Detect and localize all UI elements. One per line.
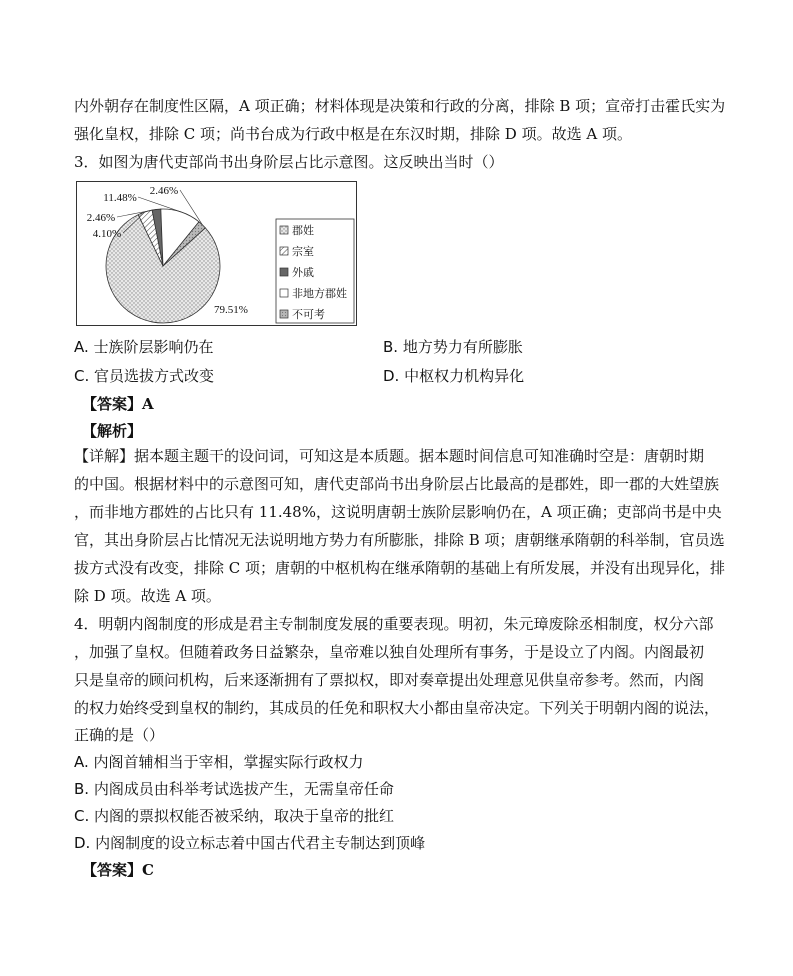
legend-swatch: [280, 226, 288, 234]
text-line: 正确的是（）: [74, 726, 165, 744]
question-3-stem: 3．如图为唐代吏部尚书出身阶层占比示意图。这反映出当时（）: [74, 153, 504, 171]
option-b[interactable]: B. 地方势力有所膨胀: [383, 338, 523, 356]
answer-label: 【答案】A: [82, 395, 154, 413]
legend-label: 郡姓: [292, 224, 314, 237]
legend-label: 非地方郡姓: [292, 287, 347, 300]
option-d[interactable]: D. 内阁制度的设立标志着中国古代君主专制达到顶峰: [74, 834, 426, 852]
text-line: 只是皇帝的顾问机构，后来逐渐拥有了票拟权，即对奏章提出处理意见供皇帝参考。然而，内阁: [74, 671, 705, 689]
legend-label: 外戚: [292, 266, 314, 279]
legend-swatch: [280, 247, 288, 255]
text-line: 【详解】据本题主题干的设问词，可知这是本质题。据本题时间信息可知准确时空是：唐朝时期: [74, 447, 705, 465]
option-b[interactable]: B. 内阁成员由科举考试选拔产生，无需皇帝任命: [74, 780, 394, 798]
slice-label: 79.51%: [214, 304, 248, 316]
text-line: 拔方式没有改变，排除 C 项；唐朝的中枢机构在继承隋朝的基础上有所发展，并没有出现异化，排: [74, 559, 726, 577]
text-line: 4．明朝内阁制度的形成是君主专制制度发展的重要表现。明初，朱元璋废除丞相制度，权分六部: [74, 615, 714, 633]
text-line: 官，其出身阶层占比情况无法说明地方势力有所膨胀，排除 B 项；唐朝继承隋朝的科举制，官员选: [74, 531, 725, 549]
pie-chart-svg: [77, 182, 358, 327]
slice-label: 2.46%: [149, 185, 179, 197]
option-d[interactable]: D. 中枢权力机构异化: [383, 367, 525, 385]
legend-label: 不可考: [292, 308, 325, 321]
answer-label: 【答案】C: [82, 861, 154, 879]
pie-chart: [76, 181, 357, 326]
analysis-label: 【解析】: [82, 422, 143, 440]
slice-label: 2.46%: [86, 212, 116, 224]
slice-label: 11.48%: [103, 192, 137, 204]
option-a[interactable]: A. 内阁首辅相当于宰相，掌握实际行政权力: [74, 753, 364, 771]
legend-label: 宗室: [292, 245, 314, 258]
text-line: 除 D 项。故选 A 项。: [74, 587, 221, 605]
option-c[interactable]: C. 官员选拔方式改变: [74, 367, 215, 385]
legend-swatch: [280, 268, 288, 276]
text-line: ，而非地方郡姓的占比只有 11.48%，这说明唐朝士族阶层影响仍在，A 项正确；吏部尚书是中央: [74, 503, 722, 521]
slice-label: 4.10%: [92, 228, 122, 240]
text-line: 强化皇权，排除 C 项；尚书台成为行政中枢是在东汉时期，排除 D 项。故选 A 项。: [74, 125, 632, 143]
legend-swatch: [280, 289, 288, 297]
text-line: 的权力始终受到皇权的制约，其成员的任免和职权大小都由皇帝决定。下列关于明朝内阁的说法，: [74, 699, 720, 717]
text-line: 的中国。根据材料中的示意图可知，唐代吏部尚书出身阶层占比最高的是郡姓，即一郡的大姓望族: [74, 475, 720, 493]
option-a[interactable]: A. 士族阶层影响仍在: [74, 338, 214, 356]
option-c[interactable]: C. 内阁的票拟权能否被采纳，取决于皇帝的批红: [74, 807, 395, 825]
text-line: ，加强了皇权。但随着政务日益繁杂，皇帝难以独自处理所有事务，于是设立了内阁。内阁最初: [74, 643, 705, 661]
text-line: 内外朝存在制度性区隔，A 项正确；材料体现是决策和行政的分离，排除 B 项；宣帝打击霍氏实为: [74, 97, 726, 115]
legend-swatch: [280, 310, 288, 318]
